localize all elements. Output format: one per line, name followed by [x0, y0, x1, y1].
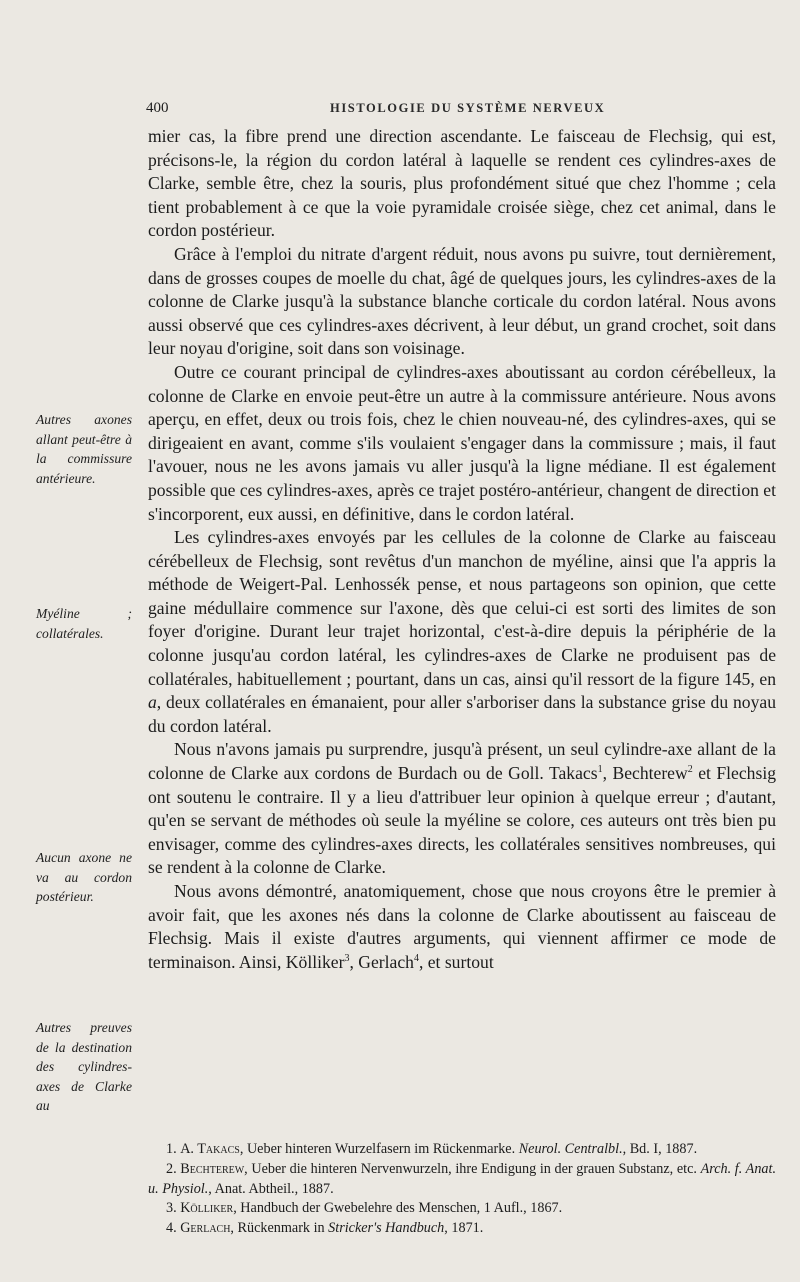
footnote-2-tail: , Anat. Abtheil., 1887. [208, 1180, 334, 1197]
paragraph-5-text-b: , Bechterew [602, 763, 688, 784]
footnote-1-author: A. Takacs, [180, 1141, 244, 1157]
footnote-ref-3: 3 [344, 952, 350, 964]
footnote-ref-2: 2 [687, 764, 693, 776]
footnote-ref-1: 1 [597, 764, 603, 776]
footnote-1 [148, 1140, 776, 1160]
footnote-4-journal: Stricker's Handbuch [328, 1220, 445, 1237]
margin-note-commissure: Autres axones allant peut-être à la commissure antérieure. [36, 412, 132, 486]
margin-note-myeline: Myéline ; collatérales. [36, 606, 132, 641]
footnote-ref-4: 4 [413, 952, 419, 964]
paragraph-6-text-b: , Gerlach [349, 951, 414, 972]
footnote-4-tail: , 1871. [444, 1220, 484, 1237]
footnotes [148, 1140, 776, 1239]
footnote-1-title: Ueber hinteren Wurzelfasern im Rückenmarke. [243, 1141, 519, 1157]
footnote-3-title: Handbuch der Gwebelehre des Menschen, 1 Aufl., 1867. [236, 1200, 563, 1217]
paragraph-5 [148, 738, 776, 880]
footnote-4-title: Rückenmark in [233, 1220, 329, 1237]
footnote-1-journal: Neurol. Centralbl. [518, 1141, 623, 1157]
paragraph-1: mier cas, la fibre prend une direction ascendante. Le faisceau de Flechsig, qui est, précisons-le, la région du cordon latéral à laquelle se rendent ces cylindres-axes de Clarke, semble être, chez la souris, plus profondément situé que chez l'homme ; cela tient probablement à ce que la voie pyramidale croisée siège, chez cet animal, dans le cordon postérieur. [148, 126, 776, 241]
paragraph-4-text-a: Les cylindres-axes envoyés par les cellules de la colonne de Clarke au faisceau cérébelleux de Flechsig, sont revêtus d'un manchon de myéline, ainsi que l'a appris la méthode de Weigert-Pal. Lenhossék pense, et nous partageons son opinion, que cette gaine médullaire commence sur l'axone, dès que celui-ci est sorti des limites de son foyer d'origine. Durant leur trajet horizontal, c'est-à-dire depuis la périphérie de la colonne jusqu'au cordon latéral, les cylindres-axes de Clarke ne produisent pas de collatérales, habituellement ; pourtant, dans un cas, ainsi qu'il ressort de la figure 145, en [148, 527, 776, 689]
paragraph-2: Grâce à l'emploi du nitrate d'argent réduit, nous avons pu suivre, tout dernièrement, dans de grosses coupes de moelle du chat, âgé de quelques jours, les cylindres-axes de la colonne de Clarke jusqu'à la substance blanche corticale du cordon latéral. Nous avons aussi observé que ces cylindres-axes décrivent, à leur début, un grand crochet, soit dans leur noyau d'origine, soit dans son voisinage. [148, 243, 776, 359]
footnote-2 [148, 1160, 776, 1200]
running-title: HISTOLOGIE DU SYSTÈME NERVEUX [330, 101, 606, 115]
paragraph-4 [148, 526, 776, 738]
paragraph-5-text-a: Nous n'avons jamais pu surprendre, jusqu'à présent, un seul cylindre-axe allant de la colonne de Clarke aux cordons de Burdach ou de Goll. Takacs [148, 739, 776, 784]
margin-note-cordon-posterieur: Aucun axone ne va au cordon postérieur. [36, 850, 132, 905]
paragraph-6 [148, 880, 776, 974]
footnote-2-journal: Arch. f. Anat. u. Physiol. [148, 1160, 777, 1197]
paragraph-4-text-b: , deux collatérales en émanaient, pour aller s'arboriser dans la substance grise du noyau du cordon latéral. [148, 692, 776, 736]
footnote-3-author: Kölliker, [180, 1200, 237, 1217]
page-number: 400 [146, 100, 169, 116]
footnote-2-title: Ueber die hinteren Nervenwurzeln, ihre Endigung in der grauen Substanz, etc. [247, 1160, 701, 1177]
footnote-3 [148, 1199, 776, 1219]
footnote-2-number: 2. [166, 1160, 177, 1177]
main-text [148, 125, 776, 974]
footnote-4-number: 4. [166, 1220, 177, 1237]
footnote-3-number: 3. [166, 1200, 177, 1217]
margin-note-preuves: Autres preuves de la destination des cylindres-axes de Clarke au [36, 1020, 132, 1114]
paragraph-4-italic: a [148, 692, 157, 713]
paragraph-6-text-a: Nous avons démontré, anatomiquement, chose que nous croyons être le premier à avoir fait, que les axones nés dans la colonne de Clarke aboutissent au faisceau de Flechsig. Mais il existe d'autres arguments, qui viennent affirmer ce mode de terminaison. Ainsi, Kölliker [148, 881, 776, 972]
paragraph-3: Outre ce courant principal de cylindres-axes aboutissant au cordon cérébelleux, la colonne de Clarke en envoie peut-être un autre à la commissure antérieure. Nous avons aperçu, en effet, deux ou trois fois, chez le chien nouveau-né, des cylindres-axes, qui se dirigeaient en avant, comme s'ils voulaient s'engager dans la commissure ; mais, il faut l'avouer, nous ne les avons jamais vu aller jusqu'à la ligne médiane. Il est également possible que ces cylindres-axes, après ce trajet postéro-antérieur, changent de direction et s'incorporent, eux aussi, en définitive, dans le cordon latéral. [148, 361, 777, 524]
footnote-2-author: Bechterew, [180, 1160, 248, 1177]
footnote-4 [148, 1219, 776, 1239]
paragraph-5-text-c: et Flechsig ont soutenu le contraire. Il y a lieu d'attribuer leur opinion à quelque erreur ; d'autant, qu'en se servant de méthodes où seule la myéline se colore, ces auteurs ont très bien pu envisager, comme des cylindres-axes directs, les collatérales sensitives nombreuses, qui se rendent à la colonne de Clarke. [148, 763, 777, 878]
footnote-1-number: 1. [166, 1141, 177, 1157]
footnote-1-tail: , Bd. I, 1887. [622, 1141, 698, 1157]
footnote-4-author: Gerlach, [180, 1220, 234, 1237]
paragraph-6-text-c: , et surtout [418, 951, 494, 972]
